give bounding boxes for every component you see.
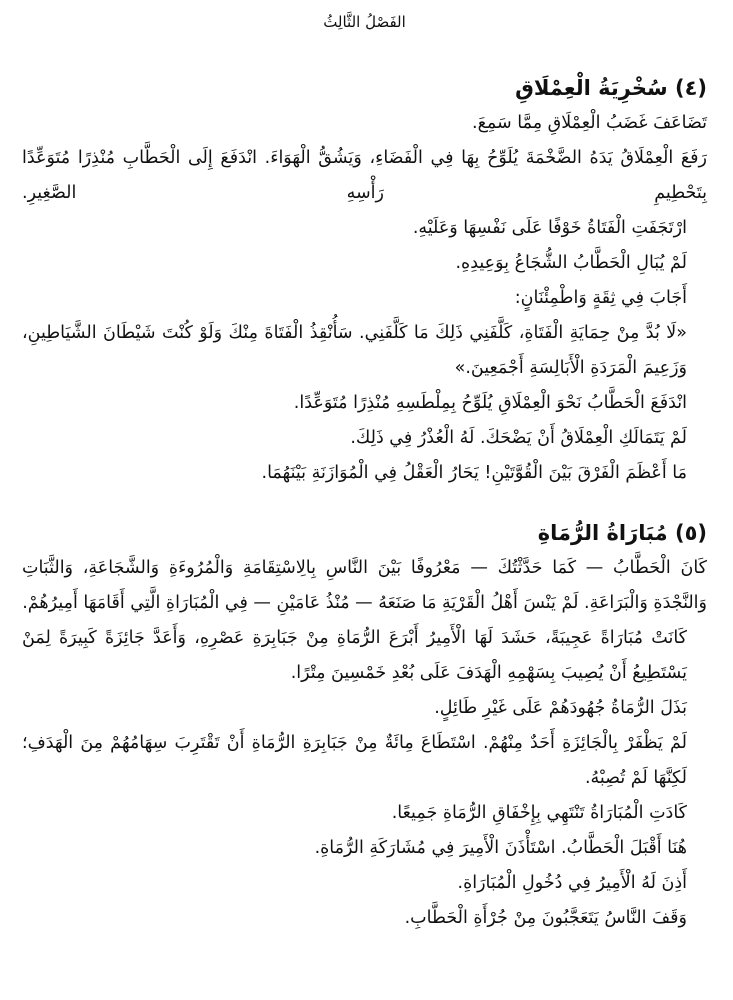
section-5-paragraph-1: كَانَ الْحَطَّابُ — كَمَا حَدَّثْتُكَ — مَعْرُوفًا بَيْنَ النَّاسِ بِالِاسْتِقَامَةِ وَالْمُرُوءَةِ وَالشَّجَاعَةِ، وَالثَّبَاتِ وَالنَّجْدَةِ وَالْبَرَاعَةِ. لَمْ يَنْسَ أَهْلُ الْقَرْيَةِ مَا صَنَعَهُ — مُنْذُ عَامَيْنِ — فِي الْمُبَارَاةِ الَّتِي أَقَامَهَا أَمِيرُهُمْ. xyxy=(22,558,707,613)
section-5-paragraph-2: كَانَتْ مُبَارَاةً عَجِيبَةً، حَشَدَ لَهَا الْأَمِيرُ أَبْرَعَ الرُّمَاةِ مِنْ جَبَابِرَةِ عَصْرِهِ، وَأَعَدَّ جَائِزَةً كَبِيرَةً لِمَنْ يَسْتَطِيعُ أَنْ يُصِيبَ بِسَهْمِهِ الْهَدَفَ عَلَى بُعْدِ خَمْسِينَ مِتْرًا. xyxy=(22,628,687,683)
section-5-paragraph-8: وَقَفَ النَّاسُ يَتَعَجَّبُونَ مِنْ جُرْأَةِ الْحَطَّابِ. xyxy=(404,908,687,928)
section-4-paragraph-3: ارْتَجَفَتِ الْفَتَاةُ خَوْفًا عَلَى نَفْسِهَا وَعَلَيْهِ. xyxy=(412,218,687,238)
section-4-paragraph-5: أَجَابَ فِي ثِقَةٍ وَاطْمِئْنَانٍ: xyxy=(514,288,687,308)
section-4-paragraph-7: انْدَفَعَ الْحَطَّابُ نَحْوَ الْعِمْلَاقِ يُلَوِّحُ بِمِلْطَسِهِ مُنْذِرًا مُتَوَعِّدًا. xyxy=(293,393,687,413)
section-5-paragraph-3: بَذَلَ الرُّمَاةُ جُهُودَهُمْ عَلَى غَيْرِ طَائِلٍ. xyxy=(434,698,687,718)
section-5-paragraph-6: هُنَا أَقْبَلَ الْحَطَّابُ. اسْتَأْذَنَ الْأَمِيرَ فِي مُشَارَكَةِ الرُّمَاةِ. xyxy=(314,838,687,858)
section-4-paragraph-4: لَمْ يُبَالِ الْحَطَّابُ الشُّجَاعُ بِوَعِيدِهِ. xyxy=(455,253,687,273)
section-5-paragraph-7: أَذِنَ لَهُ الْأَمِيرُ فِي دُخُولِ الْمُبَارَاةِ. xyxy=(457,873,687,893)
chapter-header: الفَصْلُ الثَّالِثُ xyxy=(323,13,406,31)
section-4-paragraph-1: تَضَاعَفَ غَضَبُ الْعِمْلَاقِ مِمَّا سَمِعَ. xyxy=(472,113,707,133)
section-5-title: (٥) مُبَارَاةُ الرُّمَاةِ xyxy=(537,521,707,545)
section-4-paragraph-2: رَفَعَ الْعِمْلَاقُ يَدَهُ الضَّخْمَةَ يُلَوِّحُ بِهَا فِي الْفَضَاءِ، وَيَشُقُّ الْهَوَاءَ. انْدَفَعَ إِلَى الْحَطَّابِ مُنْذِرًا مُتَوَعِّدًا بِتَحْطِيمِ رَأْسِهِ الصَّغِيرِ. xyxy=(22,148,707,203)
section-5-paragraph-5: كَادَتِ الْمُبَارَاةُ تَنْتَهِي بِإِخْفَاقِ الرُّمَاةِ جَمِيعًا. xyxy=(391,803,687,823)
section-4-paragraph-9: مَا أَعْظَمَ الْفَرْقَ بَيْنَ الْقُوَّتَيْنِ! يَحَارُ الْعَقْلُ فِي الْمُوَازَنَةِ بَيْنَهُمَا. xyxy=(261,463,687,483)
section-4-title: (٤) سُخْرِيَةُ الْعِمْلَاقِ xyxy=(515,76,707,100)
section-5-paragraph-4: لَمْ يَظْفَرْ بِالْجَائِزَةِ أَحَدٌ مِنْهُمْ. اسْتَطَاعَ مِائَةٌ مِنْ جَبَابِرَةِ الرُّمَاةِ أَنْ تَقْتَرِبَ سِهَامُهُمْ مِنَ الْهَدَفِ؛ لَكِنَّهَا لَمْ تُصِبْهُ. xyxy=(22,733,687,788)
section-4-paragraph-8: لَمْ يَتَمَالَكِ الْعِمْلَاقُ أَنْ يَضْحَكَ. لَهُ الْعُذْرُ فِي ذَلِكَ. xyxy=(350,428,687,448)
section-4-paragraph-6: «لَا بُدَّ مِنْ حِمَايَةِ الْفَتَاةِ، كَلَّفَنِي ذَلِكَ مَا كَلَّفَنِي. سَأُنْقِذُ الْفَتَاةَ مِنْكَ وَلَوْ كُنْتَ شَيْطَانَ الشَّيَاطِينِ، وَزَعِيمَ الْمَرَدَةِ الْأَبَالِسَةِ أَجْمَعِينَ.» xyxy=(22,323,687,378)
